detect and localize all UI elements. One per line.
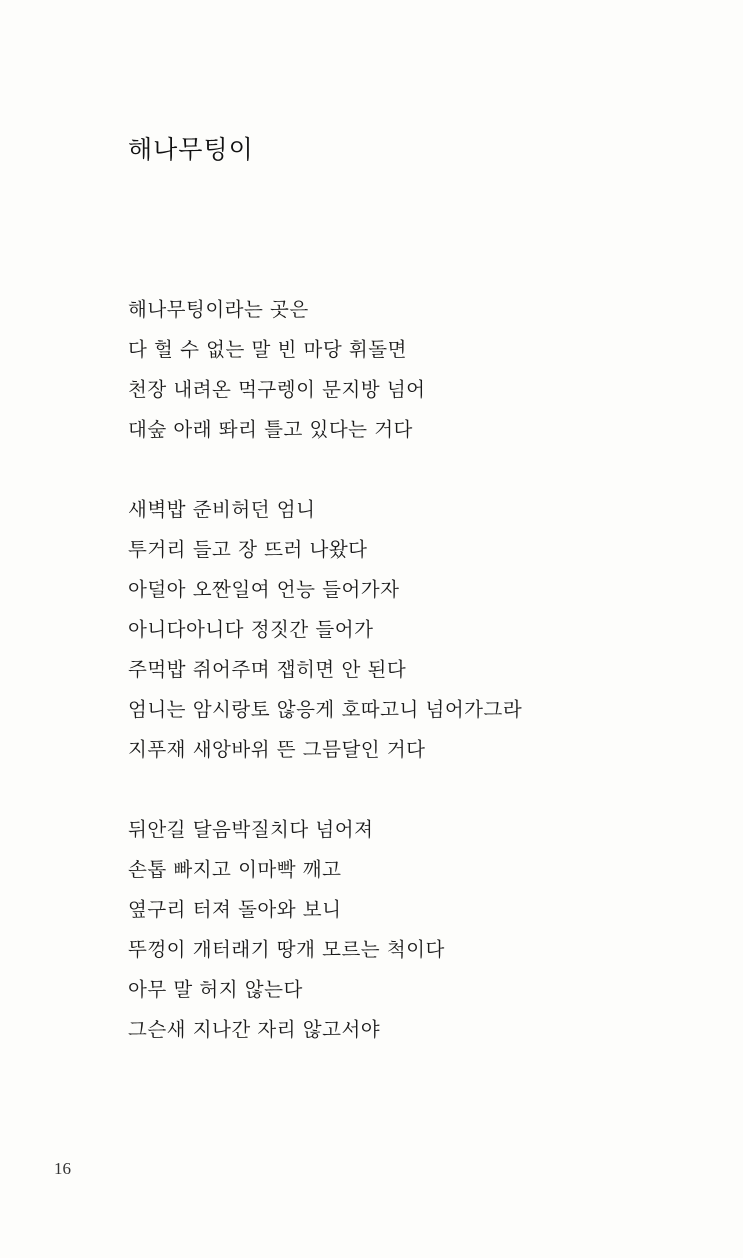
poem-line: 지푸재 새앙바위 뜬 그믐달인 거다 bbox=[128, 738, 426, 761]
poem-line: 그슨새 지나간 자리 않고서야 bbox=[128, 1018, 381, 1041]
page-number: 16 bbox=[54, 1159, 71, 1178]
poem-line: 엄니는 암시랑토 않응게 호따고니 넘어가그라 bbox=[128, 698, 523, 721]
poem-line: 다 헐 수 없는 말 빈 마당 휘돌면 bbox=[128, 338, 407, 361]
poem-line: 뒤안길 달음박질치다 넘어져 bbox=[128, 818, 374, 841]
poem-line: 아덜아 오짠일여 언능 들어가자 bbox=[128, 578, 400, 601]
stanza-2 bbox=[128, 490, 708, 770]
poem-line: 주먹밥 쥐어주며 잽히면 안 된다 bbox=[128, 658, 407, 681]
poem-line: 해나무팅이라는 곳은 bbox=[128, 298, 309, 321]
poem-line: 뚜껑이 개터래기 땅개 모르는 척이다 bbox=[128, 938, 445, 961]
poem-body bbox=[128, 290, 708, 1090]
stanza-3 bbox=[128, 810, 708, 1050]
poem-line: 투거리 들고 장 뜨러 나왔다 bbox=[128, 538, 368, 561]
poem-line: 아무 말 허지 않는다 bbox=[128, 978, 303, 1001]
poem-line: 대숲 아래 똬리 틀고 있다는 거다 bbox=[128, 418, 413, 441]
poem-line: 새벽밥 준비허던 엄니 bbox=[128, 498, 316, 521]
stanza-1 bbox=[128, 290, 708, 450]
poem-line: 손톱 빠지고 이마빡 깨고 bbox=[128, 858, 342, 881]
poem-line: 아니다아니다 정짓간 들어가 bbox=[128, 618, 374, 641]
poem-title: 해나무팅이 bbox=[128, 135, 254, 164]
poem-line: 옆구리 터져 돌아와 보니 bbox=[128, 898, 342, 921]
poem-line: 천장 내려온 먹구렝이 문지방 넘어 bbox=[128, 378, 426, 401]
